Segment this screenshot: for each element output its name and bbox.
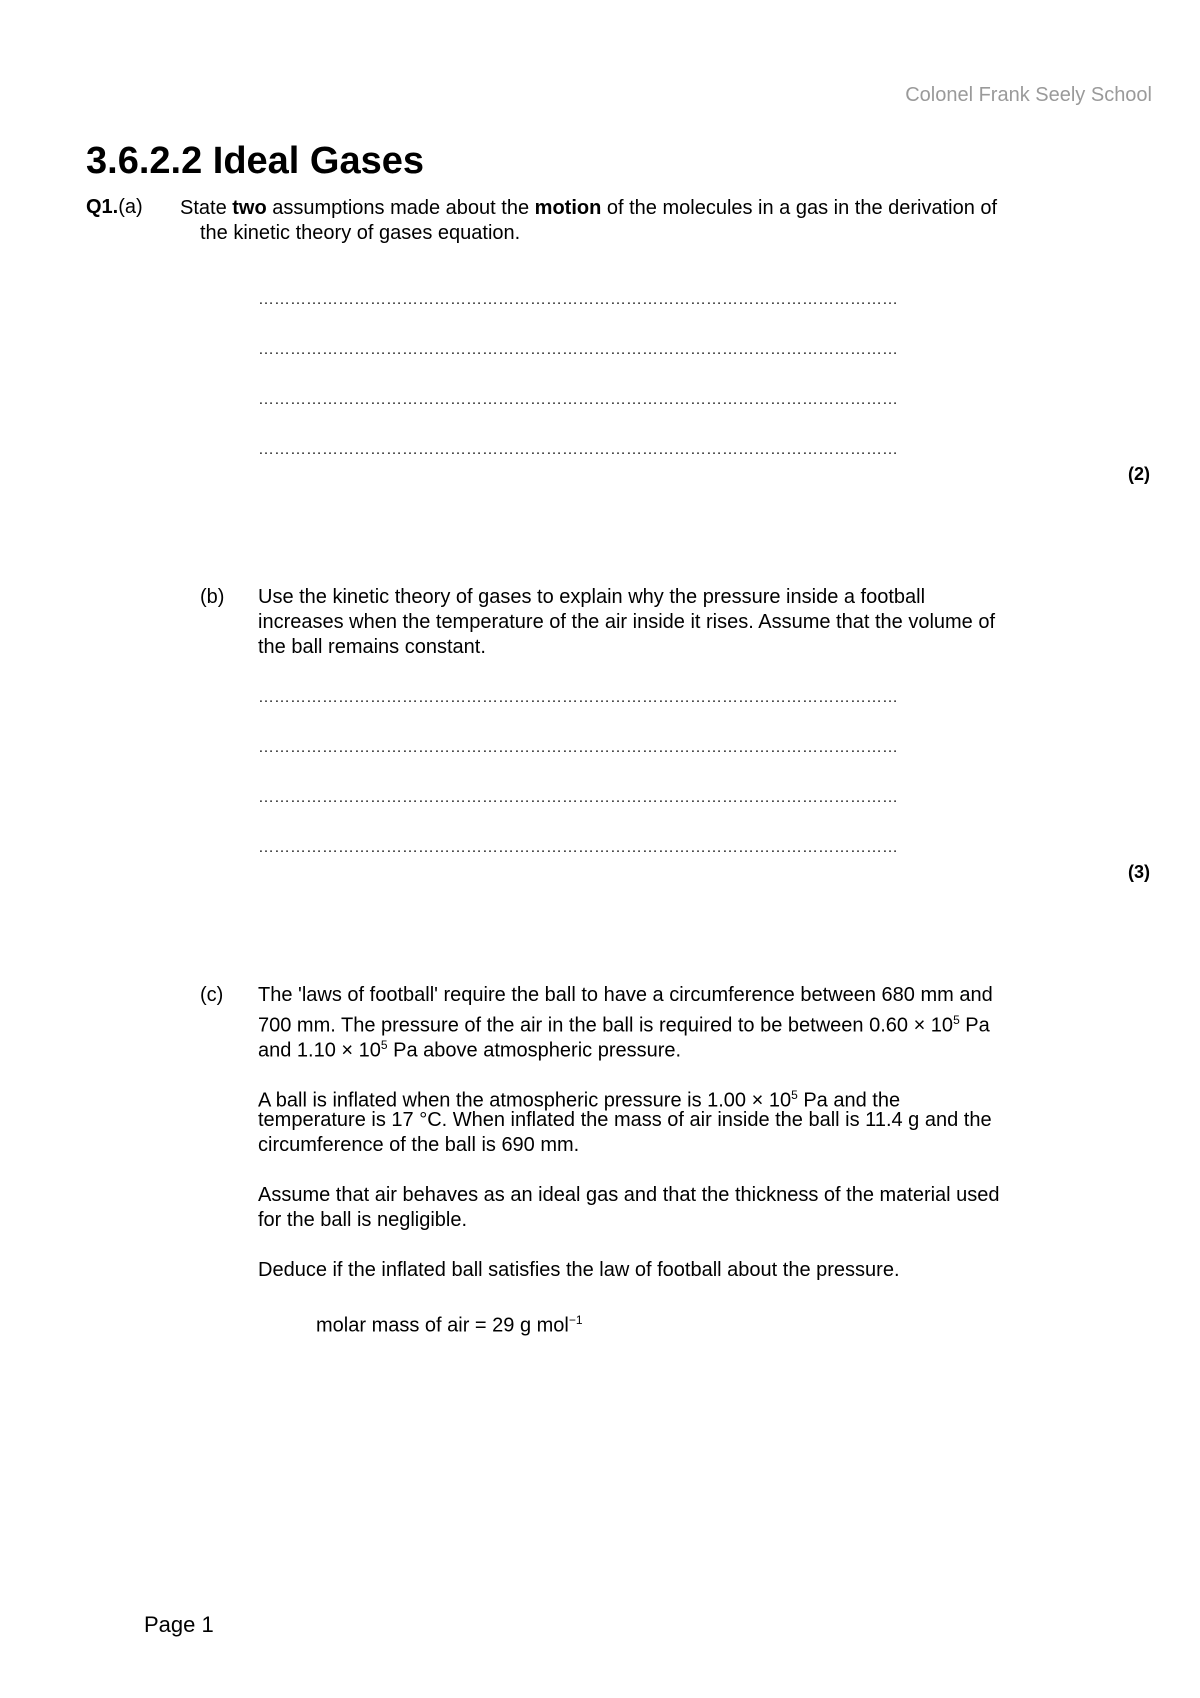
part-c-para2-line2: temperature is 17 °C. When inflated the mass of air inside the ball is 11.4 g and the	[258, 1109, 992, 1131]
answer-line[interactable]: …………………………………………………………………………………………………………	[258, 391, 898, 408]
part-a-text: of the molecules in a gas in the derivation of	[601, 197, 998, 219]
part-c-para3-line2: for the ball is negligible.	[258, 1209, 468, 1231]
answer-line[interactable]: …………………………………………………………………………………………………………	[258, 739, 898, 756]
part-c-para1-line1: The 'laws of football' require the ball to have a circumference between 680 mm and	[258, 984, 993, 1006]
part-c-para2-line3: circumference of the ball is 690 mm.	[258, 1134, 580, 1156]
page-title: 3.6.2.2 Ideal Gases	[86, 140, 425, 182]
part-c-text: 700 mm. The pressure of the air in the ball is required to be between 0.60 × 10	[258, 1014, 954, 1037]
part-a-text: assumptions made about the	[266, 197, 535, 219]
part-a-bold-motion: motion	[534, 197, 602, 219]
marks-a: (2)	[1128, 464, 1150, 484]
exponent: −1	[568, 1313, 583, 1327]
part-c-text: A ball is inflated when the atmospheric pressure is 1.00 × 10	[258, 1089, 792, 1112]
answer-line[interactable]: …………………………………………………………………………………………………………	[258, 291, 898, 308]
part-c-para3-line1: Assume that air behaves as an ideal gas and that the thickness of the material used	[258, 1184, 1000, 1206]
part-b-question-line3: the ball remains constant.	[258, 636, 486, 658]
marks-b: (3)	[1128, 862, 1150, 882]
exponent: 5	[791, 1088, 798, 1102]
given-text: molar mass of air = 29 g mol	[316, 1314, 569, 1337]
part-a-text: State	[180, 197, 233, 219]
part-b-question-line1: Use the kinetic theory of gases to explain why the pressure inside a football	[258, 586, 926, 608]
answer-line[interactable]: …………………………………………………………………………………………………………	[258, 839, 898, 856]
part-a-question-line2: the kinetic theory of gases equation.	[200, 222, 521, 244]
part-c-label: (c)	[200, 984, 224, 1006]
answer-line[interactable]: …………………………………………………………………………………………………………	[258, 689, 898, 706]
part-c-para1-line3	[258, 1033, 681, 1064]
part-b-label: (b)	[200, 586, 225, 608]
answer-line[interactable]: …………………………………………………………………………………………………………	[258, 341, 898, 358]
question-number	[86, 196, 143, 219]
part-c-text: and 1.10 × 10	[258, 1039, 381, 1062]
school-name: Colonel Frank Seely School	[905, 84, 1152, 106]
page-number: Page 1	[144, 1612, 214, 1637]
part-a-bold-two: two	[232, 197, 267, 219]
exponent: 5	[953, 1013, 960, 1027]
answer-line[interactable]: …………………………………………………………………………………………………………	[258, 441, 898, 458]
part-c-text: Pa	[959, 1014, 990, 1037]
part-c-text: Pa and the	[797, 1089, 901, 1112]
answer-line[interactable]: …………………………………………………………………………………………………………	[258, 789, 898, 806]
part-a-label: (a)	[118, 196, 143, 218]
given-data	[316, 1308, 583, 1339]
question-number-label: Q1.	[86, 196, 119, 218]
part-b-question-line2: increases when the temperature of the air inside it rises. Assume that the volume of	[258, 611, 996, 633]
part-c-instruction: Deduce if the inflated ball satisfies the law of football about the pressure.	[258, 1259, 900, 1281]
exponent: 5	[380, 1038, 388, 1052]
part-c-text: Pa above atmospheric pressure.	[387, 1039, 682, 1062]
part-a-question-line1	[180, 196, 997, 221]
